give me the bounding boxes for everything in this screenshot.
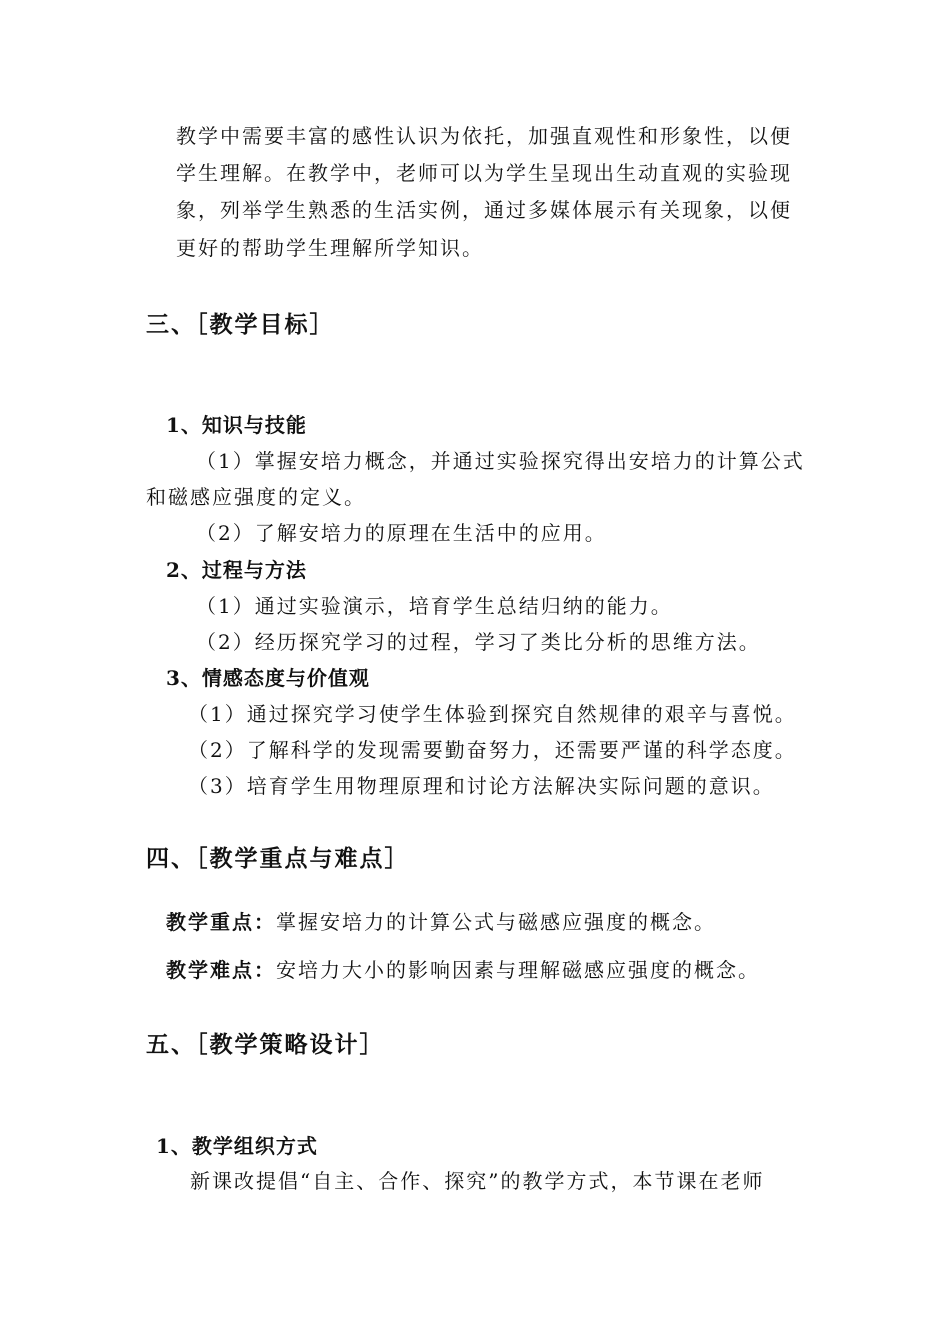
section-4-heading: 四、［教学重点与难点］ [146, 845, 410, 872]
key-point-label: 教学重点： [166, 910, 276, 934]
intro-line-4: 更好的帮助学生理解所学知识。 [176, 236, 484, 260]
difficulty-line [166, 958, 760, 982]
difficulty-text: 安培力大小的影响因素与理解磁感应强度的概念。 [276, 958, 760, 982]
section-3-sub-3-item-3: （3）培育学生用物理原理和讨论方法解决实际问题的意识。 [188, 774, 775, 798]
section-3-sub-1-item-1: （1）掌握安培力概念，并通过实验探究得出安培力的计算公式 [196, 449, 805, 473]
section-5-sub-1-item-1: 新课改提倡“自主、合作、探究”的教学方式，本节课在老师 [190, 1169, 765, 1193]
section-3-sub-1-item-1-cont: 和磁感应强度的定义。 [146, 485, 366, 509]
section-3-sub-1-item-2: （2）了解安培力的原理在生活中的应用。 [196, 521, 607, 545]
section-3-sub-2-title: 2、过程与方法 [166, 558, 307, 582]
intro-line-1: 教学中需要丰富的感性认识为依托，加强直观性和形象性，以便 [176, 124, 792, 148]
section-5-sub-1-title: 1、教学组织方式 [156, 1134, 318, 1158]
section-5-heading: 五、［教学策略设计］ [146, 1031, 385, 1058]
section-3-sub-3-item-1: （1）通过探究学习使学生体验到探究自然规律的艰辛与喜悦。 [188, 702, 797, 726]
intro-line-2: 学生理解。在教学中，老师可以为学生呈现出生动直观的实验现 [176, 161, 792, 185]
difficulty-label: 教学难点： [166, 958, 276, 982]
section-3-sub-2-item-2: （2）经历探究学习的过程，学习了类比分析的思维方法。 [196, 630, 761, 654]
section-3-sub-1-title: 1、知识与技能 [166, 413, 307, 437]
key-point-text: 掌握安培力的计算公式与磁感应强度的概念。 [276, 910, 716, 934]
section-3-sub-3-item-2: （2）了解科学的发现需要勤奋努力，还需要严谨的科学态度。 [188, 738, 797, 762]
key-point-line [166, 910, 716, 934]
section-3-heading: 三、［教学目标］ [146, 311, 335, 338]
section-3-sub-3-title: 3、情感态度与价值观 [166, 666, 370, 690]
intro-line-3: 象，列举学生熟悉的生活实例，通过多媒体展示有关现象，以便 [176, 198, 792, 222]
section-3-sub-2-item-1: （1）通过实验演示，培育学生总结归纳的能力。 [196, 594, 673, 618]
